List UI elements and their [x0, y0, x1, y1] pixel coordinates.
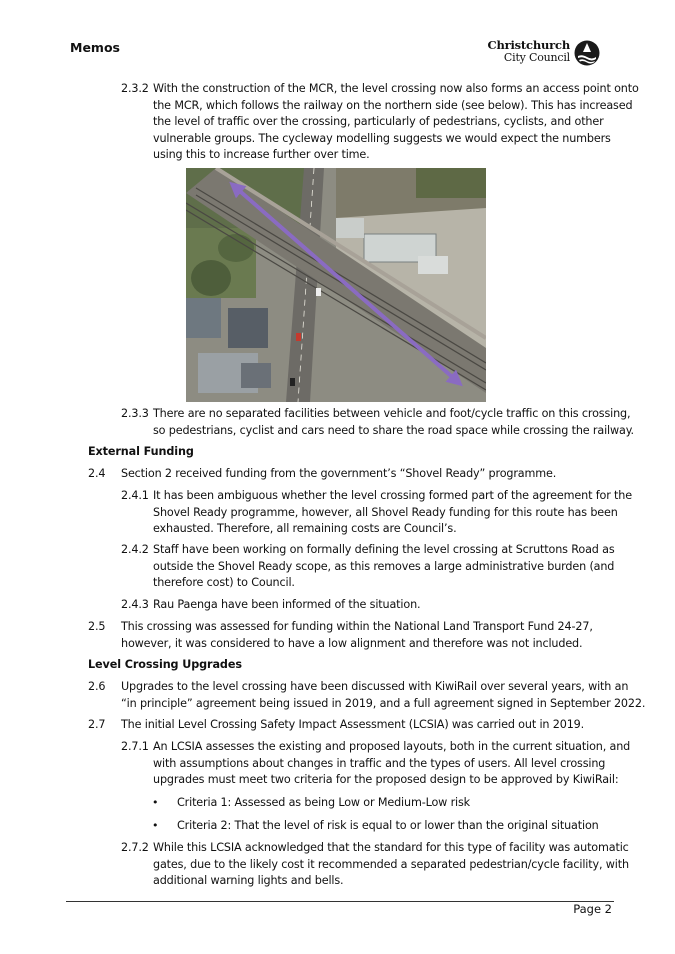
section-number: 2.7.2 [121, 841, 149, 854]
text-line: additional warning lights and bells. [153, 874, 344, 888]
paragraph-2-7 [121, 717, 584, 734]
text-line: It has been ambiguous whether the level crossing formed part of the agreement for the [153, 489, 632, 502]
text-line: Rau Paenga have been informed of the situation. [153, 598, 421, 611]
text-line: Staff have been working on formally defining the level crossing at Scruttons Road as [153, 543, 615, 556]
paragraph-2-4-3 [153, 597, 420, 614]
text-line: vulnerable groups. The cycleway modelling suggests we would expect the numbers [153, 131, 611, 145]
section-number: 2.6 [88, 680, 106, 693]
footer-divider [66, 901, 614, 902]
paragraph-2-6 [121, 679, 645, 712]
paragraph-2-7-1 [153, 739, 630, 789]
text-line: the level of traffic over the crossing, particularly of pedestrians, cyclists, and other [153, 115, 604, 129]
paragraph-2-5 [121, 619, 593, 652]
bullet-icon: • [152, 819, 159, 832]
bullet-text: Criteria 2: That the level of risk is equal to or lower than the original situation [177, 819, 599, 832]
heading-external-funding: External Funding [88, 445, 194, 458]
text-line: therefore cost) to Council. [153, 576, 295, 590]
text-line: using this to increase further over time. [153, 148, 370, 162]
paragraph-2-4-1 [153, 488, 632, 538]
text-line: upgrades must meet two criteria for the proposed design to be approved by KiwiRail: [153, 773, 619, 787]
council-logo-icon [574, 40, 600, 66]
section-number: 2.4.2 [121, 543, 149, 556]
text-line: The initial Level Crossing Safety Impact Assessment (LCSIA) was carried out in 2019. [121, 718, 585, 731]
council-logo [487, 38, 603, 68]
text-line: with assumptions about changes in traffic and the types of users. All level crossing [153, 756, 606, 770]
heading-level-crossing-upgrades: Level Crossing Upgrades [88, 658, 242, 671]
logo-line-2: City Council [503, 50, 570, 64]
paragraph-2-4-2 [153, 542, 615, 592]
paragraph-2-7-2 [153, 840, 629, 890]
list-item [177, 795, 470, 812]
section-number: 2.4 [88, 467, 106, 480]
aerial-photo [186, 168, 486, 402]
text-line: While this LCSIA acknowledged that the standard for this type of facility was automatic [153, 841, 629, 854]
page-number: Page 2 [573, 902, 612, 916]
section-number: 2.5 [88, 620, 106, 633]
list-item [177, 818, 599, 835]
text-line: Shovel Ready programme, however, all Shovel Ready funding for this route has been [153, 505, 618, 519]
section-number: 2.4.1 [121, 489, 149, 502]
text-line: so pedestrians, cyclist and cars need to share the road space while crossing the railway. [153, 423, 634, 437]
text-line: There are no separated facilities between vehicle and foot/cycle traffic on this crossing, [153, 407, 631, 420]
header-title: Memos [70, 40, 120, 55]
text-line: the MCR, which follows the railway on the northern side (see below). This has increased [153, 98, 633, 112]
text-line: This crossing was assessed for funding within the National Land Transport Fund 24-27, [121, 620, 593, 633]
section-number: 2.3.3 [121, 407, 149, 420]
section-number: 2.7.1 [121, 740, 149, 753]
paragraph-2-4 [121, 466, 556, 483]
text-line: Section 2 received funding from the government’s “Shovel Ready” programme. [121, 467, 557, 480]
text-line: With the construction of the MCR, the level crossing now also forms an access point onto [153, 82, 639, 95]
section-number: 2.3.2 [121, 82, 149, 95]
text-line: Upgrades to the level crossing have been discussed with KiwiRail over several years, with an [121, 680, 629, 693]
paragraph-2-3-3 [153, 406, 634, 439]
bullet-icon: • [152, 796, 159, 809]
bullet-text: Criteria 1: Assessed as being Low or Medium-Low risk [177, 796, 470, 809]
logo-line-1: Christchurch [487, 38, 570, 52]
text-line: outside the Shovel Ready scope, as this removes a large administrative burden (and [153, 559, 615, 573]
section-number: 2.4.3 [121, 598, 149, 611]
text-line: “in principle” agreement being issued in 2019, and a full agreement signed in September 2022. [121, 696, 646, 710]
text-line: exhausted. Therefore, all remaining costs are Council’s. [153, 522, 457, 536]
paragraph-2-3-2 [153, 81, 639, 164]
section-number: 2.7 [88, 718, 106, 731]
text-line: An LCSIA assesses the existing and proposed layouts, both in the current situation, and [153, 740, 631, 753]
text-line: however, it was considered to have a low alignment and therefore was not included. [121, 636, 583, 650]
text-line: gates, due to the likely cost it recommended a separated pedestrian/cycle facility, with [153, 857, 629, 871]
